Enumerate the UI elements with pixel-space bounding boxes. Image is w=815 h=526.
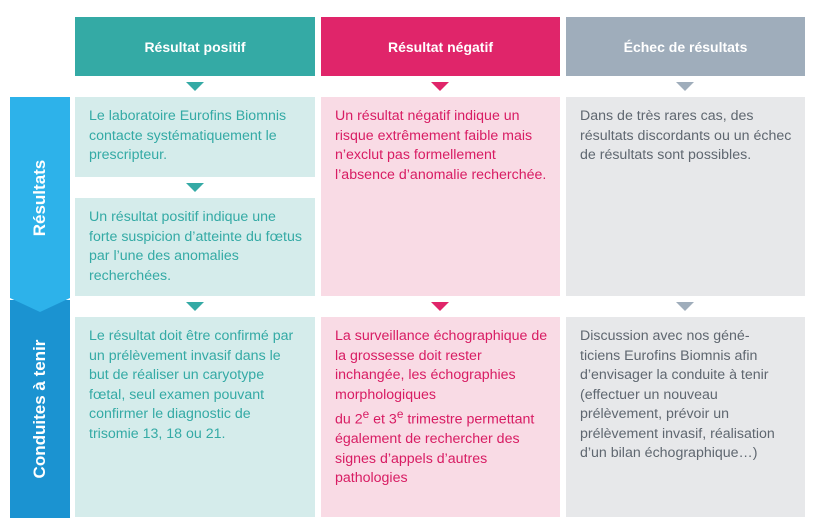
- arrow-down-positive-row: [186, 302, 204, 311]
- cell-negative-conduct-part4: trimestre permettant également de rechercher des signes d’appels d’autres pathologies: [335, 411, 535, 487]
- cell-failure-conduct: [566, 317, 805, 517]
- header-positive-result: [75, 17, 315, 76]
- cell-positive-conduct: [75, 317, 315, 517]
- header-negative-result: [321, 17, 560, 76]
- cell-failure-result-text: Dans de très rares cas, des résultats discordants ou un échec de résultats sont possibles.: [580, 108, 792, 163]
- cell-failure-result: [566, 97, 805, 296]
- arrow-down-failure-row: [676, 302, 694, 311]
- side-label-results: Résultats: [30, 159, 49, 237]
- header-negative-label: Résultat négatif: [387, 38, 493, 55]
- arrow-down-positive-mid: [186, 183, 204, 192]
- cell-positive-contact: [75, 97, 315, 177]
- arrow-down-failure-header: [676, 82, 694, 91]
- header-failure-result: [566, 17, 805, 76]
- cell-positive-suspicion-text: Un résultat positif indique une forte suspicion d’atteinte du fœtus par l’une des anomalies recherchées.: [89, 209, 302, 284]
- cell-negative-result: [321, 97, 560, 296]
- cell-positive-conduct-text: Le résultat doit être confirmé par un prélèvement invasif dans le but de réaliser un caryotype fœtal, seul examen pouvant confirmer le diagnostic de trisomie 13, 18 ou 21.: [89, 328, 294, 442]
- header-positive-label: Résultat positif: [144, 38, 246, 55]
- arrow-down-positive-header: [186, 82, 204, 91]
- cell-negative-conduct-sup1: e: [362, 407, 370, 421]
- cell-negative-conduct-part3: et 3: [369, 411, 397, 428]
- side-label-conduct: Conduites à tenir: [30, 339, 49, 479]
- arrow-down-negative-row: [431, 302, 449, 311]
- cell-negative-conduct-sup2: e: [396, 407, 404, 421]
- cell-negative-conduct: [321, 317, 560, 517]
- arrow-down-negative-header: [431, 82, 449, 91]
- cell-negative-conduct-part1: La surveillance échographique de la grossesse doit rester inchangée, les échographies morphologiques: [335, 328, 548, 403]
- side-arrow-down: [10, 298, 70, 312]
- cell-negative-result-text: Un résultat négatif indique un risque extrêmement faible mais n’exclut pas formellement l’absence d’anomalie recherchée.: [335, 108, 547, 183]
- cell-positive-suspicion: [75, 198, 315, 296]
- header-failure-label: Échec de résultats: [623, 38, 748, 55]
- cell-failure-conduct-text: Discussion avec nos géné- ticiens Eurofins Biomnis afin d’envisager la conduite à tenir (effectuer un nouveau prélèvement, prévoir un prélèvement invasif, réalisation d’un bilan échographique…): [580, 328, 775, 461]
- cell-negative-conduct-part2: du 2: [335, 411, 363, 428]
- cell-positive-contact-text: Le laboratoire Eurofins Biomnis contacte systématiquement le prescripteur.: [89, 108, 287, 163]
